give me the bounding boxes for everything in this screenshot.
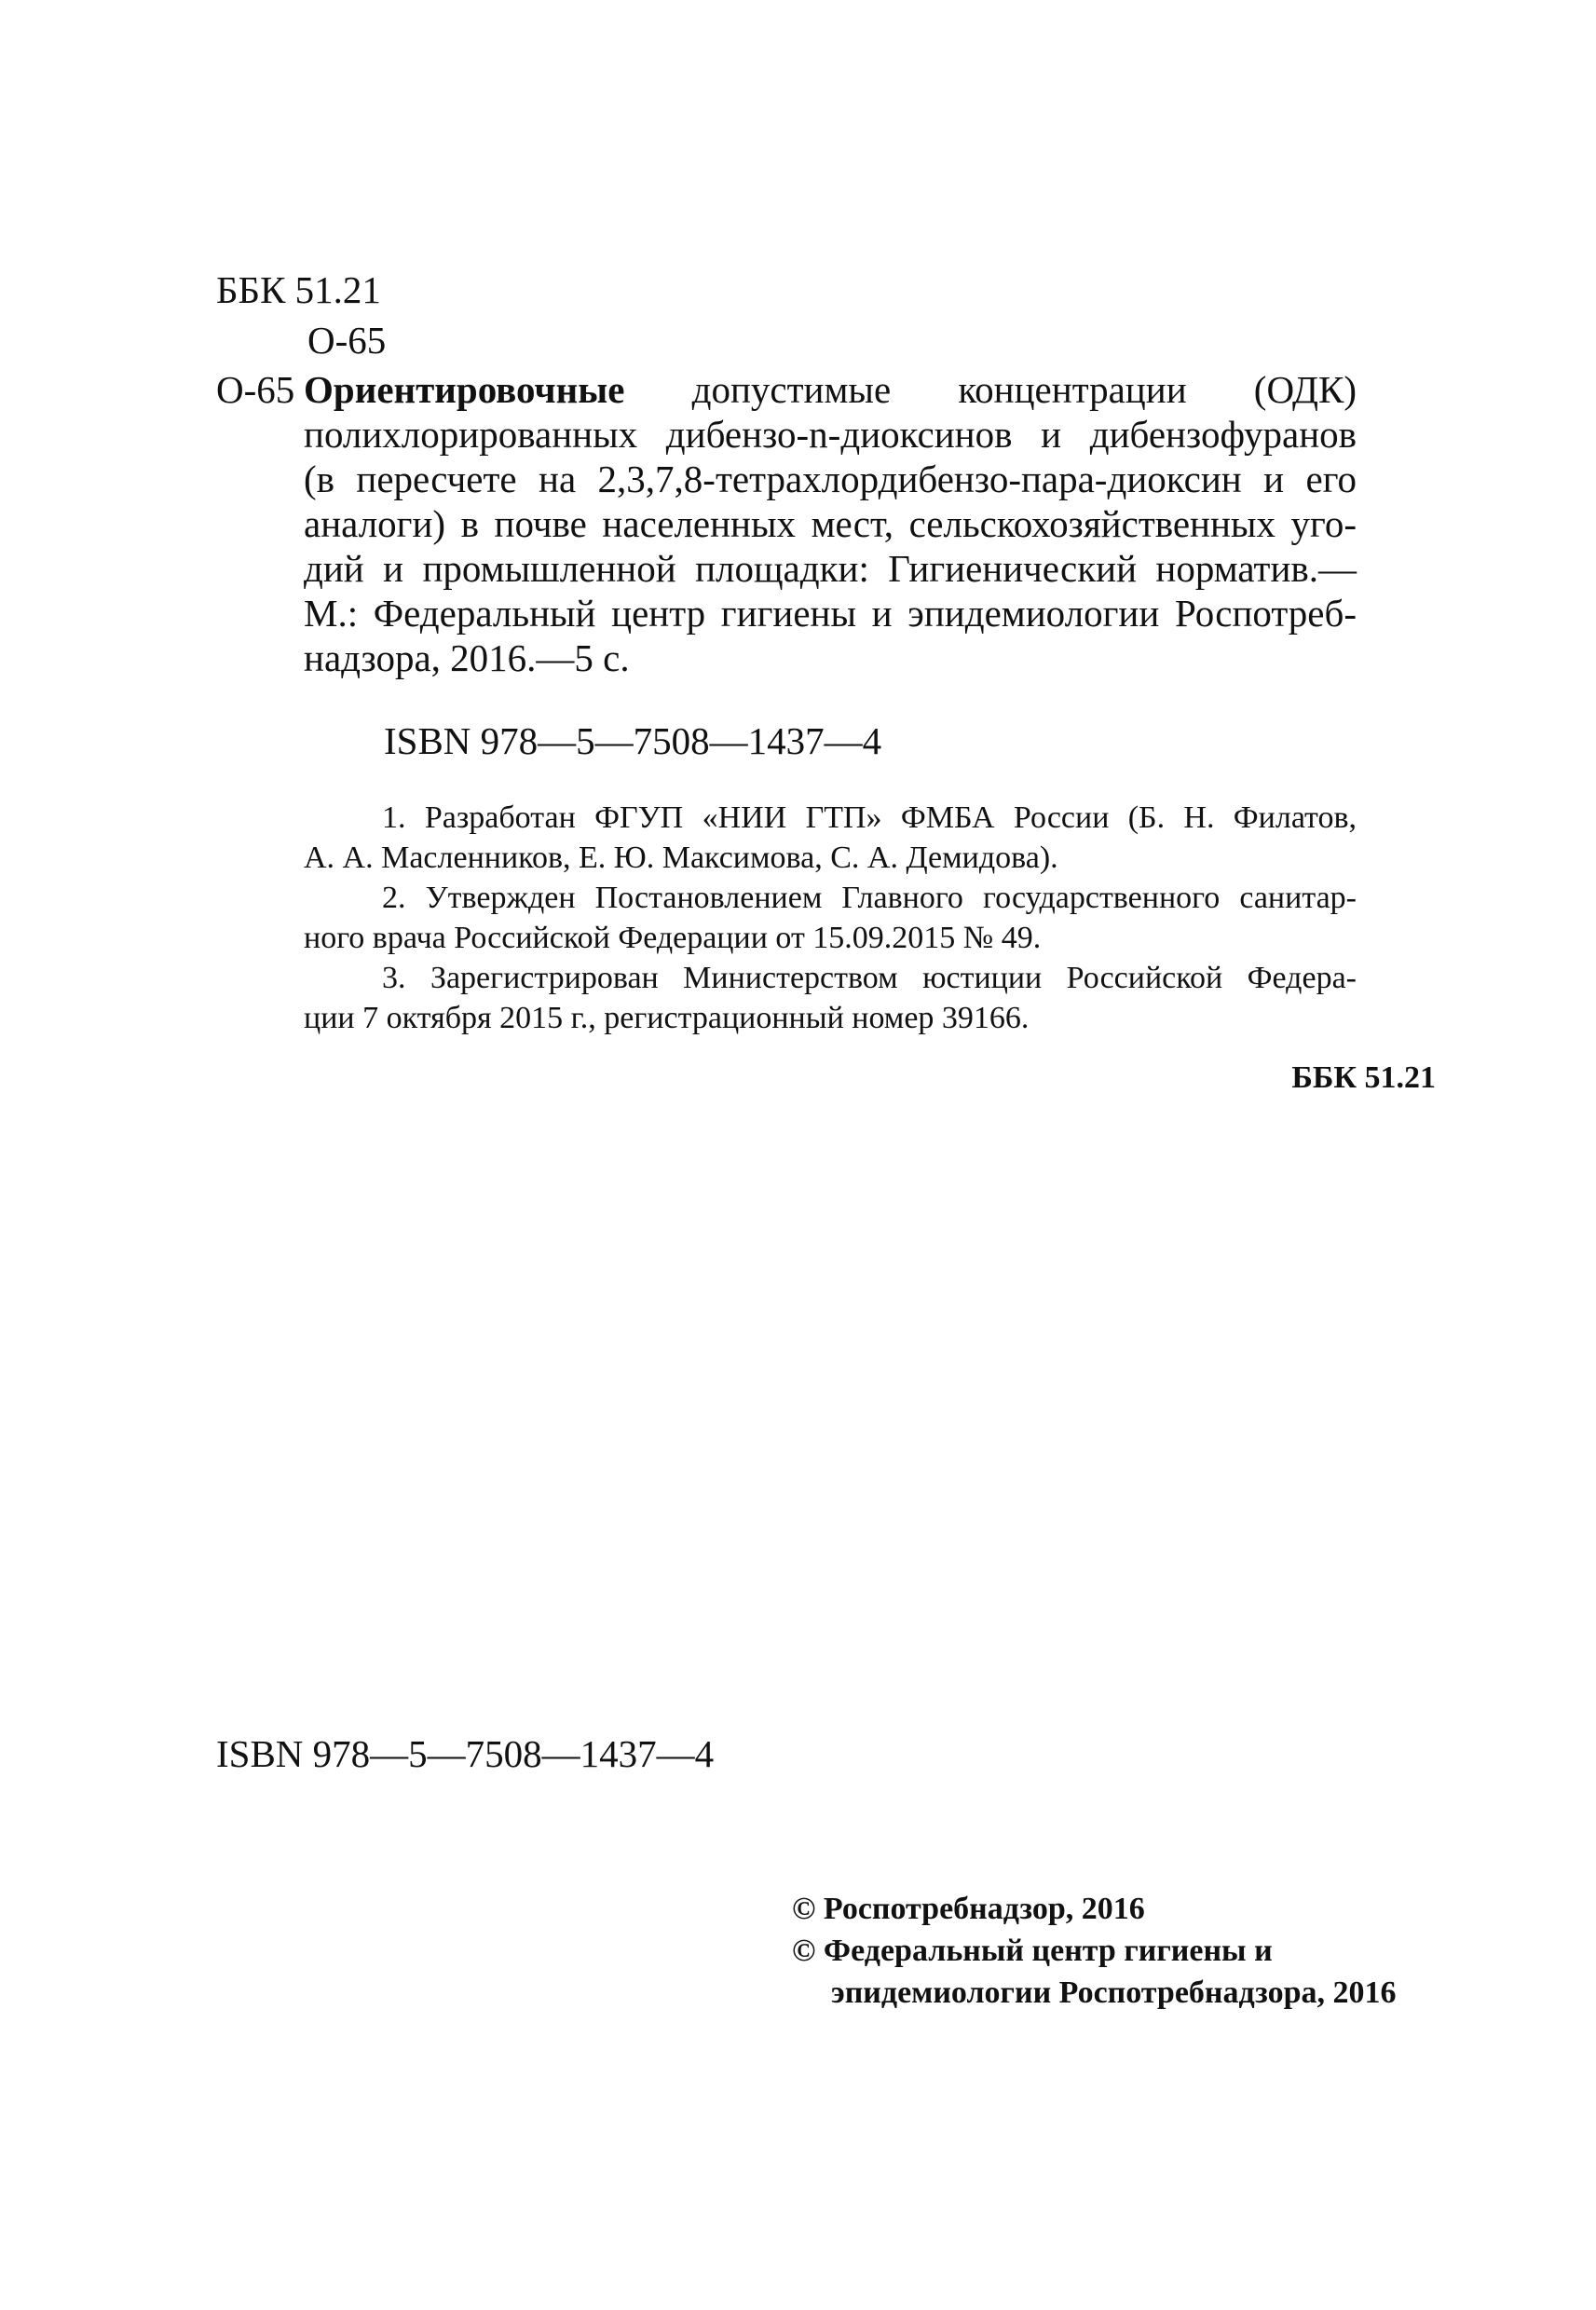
- bbk-code-right: ББК 51.21: [1291, 1060, 1436, 1095]
- copyright-line: © Роспотребнадзор, 2016: [792, 1892, 1145, 1926]
- note-line: А. А. Масленников, Е. Ю. Максимова, С. А. Демидова).: [304, 841, 1058, 875]
- entry-title-bold: Ориентировочные: [304, 368, 625, 411]
- note-line: 1. Разработан ФГУП «НИИ ГТП» ФМБА России (Б. Н. Филатов,: [382, 800, 1357, 835]
- entry-line: дий и промышленной площадки: Гигиенический норматив.—: [304, 547, 1357, 590]
- entry-line: М.: Федеральный центр гигиены и эпидемиологии Роспотреб-: [304, 592, 1357, 635]
- entry-isbn: ISBN 978—5—7508—1437—4: [384, 719, 882, 762]
- note-line: ции 7 октября 2015 г., регистрационный номер 39166.: [304, 1001, 1030, 1035]
- copyright-block: [792, 1888, 1397, 2014]
- note-line: ного врача Российской Федерации от 15.09.2015 № 49.: [304, 921, 1042, 955]
- copyright-line: эпидемиологии Роспотребнадзора, 2016: [831, 1975, 1397, 2010]
- copyright-line: © Федеральный центр гигиены и: [792, 1934, 1273, 1968]
- entry-author-mark: О-65: [216, 368, 295, 411]
- classification-codes: [216, 265, 386, 365]
- author-mark: О-65: [307, 319, 387, 362]
- entry-line: надзора, 2016.—5 с.: [304, 636, 630, 679]
- publication-notes: [304, 798, 1357, 1038]
- entry-line: полихлорированных дибензо-n-диоксинов и дибензофуранов: [304, 413, 1357, 456]
- entry-line: аналоги) в почве населенных мест, сельскохозяйственных уго-: [304, 502, 1357, 545]
- isbn-bottom: ISBN 978—5—7508—1437—4: [216, 1732, 715, 1775]
- note-line: 2. Утвержден Постановлением Главного государственного санитар-: [382, 881, 1357, 915]
- entry-line: [304, 367, 1357, 412]
- bbk-code: ББК 51.21: [216, 268, 381, 311]
- entry-text: допустимые концентрации (ОДК): [624, 368, 1357, 411]
- note-line: 3. Зарегистрирован Министерством юстиции Российской Федера-: [382, 961, 1357, 995]
- bibliographic-entry: [304, 367, 1357, 680]
- entry-line: (в пересчете на 2,3,7,8-тетрахлордибензо-пара-диоксин и его: [304, 458, 1357, 500]
